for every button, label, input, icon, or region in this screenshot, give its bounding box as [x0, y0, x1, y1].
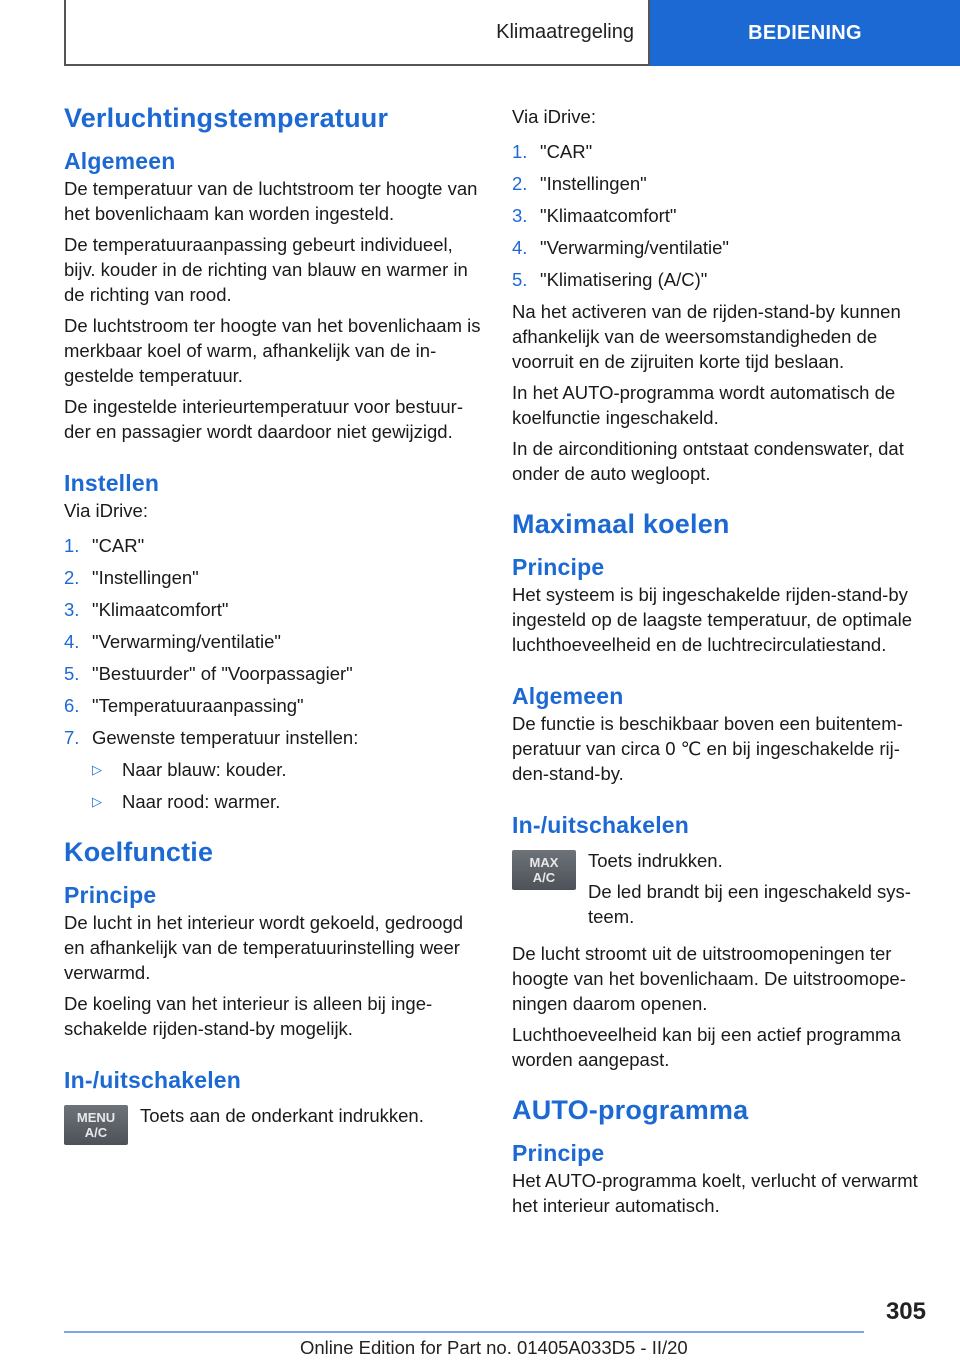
- max-ac-row: [512, 848, 930, 935]
- triangle-icon: ▷: [92, 762, 102, 777]
- list-item: 3. "Klimaatcomfort": [512, 205, 677, 226]
- heading-in-uitschakelen: In-/uitschakelen: [64, 1067, 242, 1093]
- right-column: [512, 96, 930, 1218]
- heading-principe: Principe: [512, 1140, 605, 1166]
- paragraph: Het systeem is bij ingeschakelde rijden-stand-by ingesteld op de laagste temperatuur, de optimale luchthoeveelheid en de luchtrecirculatiestand.: [512, 584, 913, 655]
- menu-ac-button-icon: MENU A/C: [64, 1105, 128, 1145]
- steps-list: [64, 533, 482, 750]
- paragraph: Het AUTO-programma koelt, verlucht of verwarmt het interieur automatisch.: [512, 1170, 918, 1216]
- paragraph: In het AUTO-programma wordt automatisch de koelfunctie ingeschakeld.: [512, 382, 896, 428]
- paragraph: De koeling van het interieur is alleen bij ingeschakelde rijden-stand-by mogelijk.: [64, 993, 433, 1039]
- paragraph: De temperatuur van de luchtstroom ter hoogte van het bovenlichaam kan worden ingesteld.: [64, 178, 478, 224]
- list-item: 1. "CAR": [512, 141, 593, 162]
- max-ac-button-icon: MAX A/C: [512, 850, 576, 890]
- list-item: 5. "Bestuurder" of "Voorpassagier": [64, 663, 353, 684]
- paragraph: Luchthoeveelheid kan bij een actief programma worden aangepast.: [512, 1024, 901, 1070]
- steps-list: [512, 139, 930, 292]
- list-item: 5. "Klimatisering (A/C)": [512, 269, 708, 290]
- list-item: 6. "Temperatuuraanpassing": [64, 695, 304, 716]
- heading-algemeen: Algemeen: [512, 683, 624, 709]
- paragraph: De led brandt bij een ingeschakeld systeem.: [588, 881, 911, 927]
- list-item: 4. "Verwarming/ventilatie": [64, 631, 281, 652]
- left-column: [64, 96, 482, 1145]
- section-title: Klimaatregeling: [64, 0, 650, 66]
- list-item: ▷ Naar blauw: kouder.: [92, 759, 287, 780]
- paragraph: De lucht in het interieur wordt gekoeld, gedroogd en afhankelijk van de temperatuurinstelling weer verwarmd.: [64, 912, 464, 983]
- paragraph: De temperatuuraanpassing gebeurt individueel, bijv. kouder in de richting van blauw en warmer in de richting van rood.: [64, 234, 468, 305]
- list-item: 2. "Instellingen": [64, 567, 199, 588]
- paragraph: De ingestelde interieurtemperatuur voor bestuurder en passagier wordt daardoor niet gewijzigd.: [64, 396, 463, 442]
- heading-principe: Principe: [64, 882, 157, 908]
- paragraph: De luchtstroom ter hoogte van het bovenlichaam is merkbaar koel of warm, afhankelijk van de ingestelde temperatuur.: [64, 315, 481, 386]
- paragraph: Toets indrukken.: [588, 850, 723, 871]
- heading-auto-programma: AUTO-programma: [512, 1095, 749, 1125]
- paragraph: Na het activeren van de rijden-stand-by kunnen afhankelijk van de weersomstandigheden de voorruit en de zijruiten korte tijd beslaan.: [512, 301, 901, 372]
- paragraph: Toets aan de onderkant indrukken.: [140, 1105, 424, 1126]
- list-item: 2. "Instellingen": [512, 173, 647, 194]
- list-item: 7. Gewenste temperatuur instellen:: [64, 727, 359, 748]
- list-item: 1. "CAR": [64, 535, 145, 556]
- paragraph: In de airconditioning ontstaat condenswater, dat onder de auto wegloopt.: [512, 438, 904, 484]
- menu-ac-row: [64, 1103, 482, 1145]
- page-number: 305: [885, 1298, 926, 1325]
- paragraph: De functie is beschikbaar boven een buitentemperatuur van circa 0 ℃ en bij ingeschakelde rijden-stand-by.: [512, 713, 903, 784]
- substeps-list: [92, 757, 482, 814]
- heading-verluchtingstemperatuur: Verluchtingstemperatuur: [64, 103, 389, 133]
- triangle-icon: ▷: [92, 794, 102, 809]
- list-item: 4. "Verwarming/ventilatie": [512, 237, 729, 258]
- footer-edition: Online Edition for Part no. 01405A033D5 - II/20: [300, 1337, 688, 1358]
- heading-in-uitschakelen: In-/uitschakelen: [512, 812, 690, 838]
- heading-maximaal-koelen: Maximaal koelen: [512, 509, 730, 539]
- via-idrive: Via iDrive:: [64, 500, 148, 521]
- via-idrive: Via iDrive:: [512, 106, 596, 127]
- list-item: 3. "Klimaatcomfort": [64, 599, 229, 620]
- heading-algemeen: Algemeen: [64, 148, 176, 174]
- heading-principe: Principe: [512, 554, 605, 580]
- list-item: ▷ Naar rood: warmer.: [92, 791, 281, 812]
- paragraph: De lucht stroomt uit de uitstroomopeningen ter hoogte van het bovenlichaam. De uitstroomopeningen daarom openen.: [512, 943, 906, 1014]
- heading-koelfunctie: Koelfunctie: [64, 837, 214, 867]
- footer-divider: [64, 1331, 864, 1333]
- chapter-tab: BEDIENING: [650, 0, 960, 66]
- page-header: [64, 0, 960, 66]
- heading-instellen: Instellen: [64, 470, 160, 496]
